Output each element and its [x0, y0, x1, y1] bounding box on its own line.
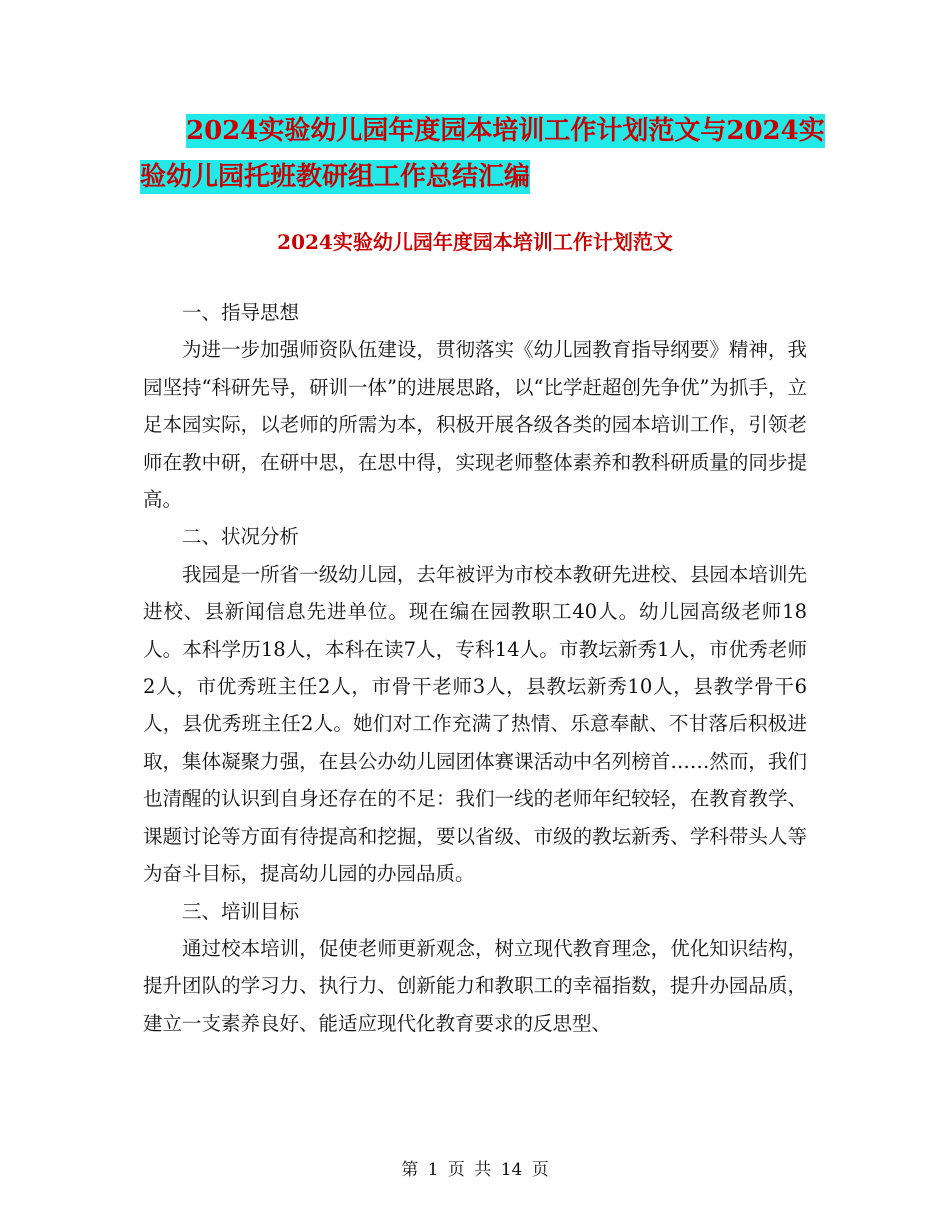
title-line-2: [140, 154, 830, 200]
paragraph: 通过校本培训，促使老师更新观念，树立现代教育理念，优化知识结构，提升团队的学习力、执行力、创新能力和教职工的幸福指数，提升办园品质，建立一支素养良好、能适应现代化教育要求的反思型、: [143, 936, 807, 1035]
paragraph: 为进一步加强师资队伍建设，贯彻落实《幼儿园教育指导纲要》精神，我园坚持“科研先导，研训一体”的进展思路，以“比学赶超创先争优”为抓手，立足本园实际，以老师的所需为本，积极开展各级各类的园本培训工作，引领老师在教中研，在研中思，在思中得，实现老师整体素养和教科研质量的同步提高。: [143, 338, 807, 512]
section-heading: 三、培训目标: [182, 899, 300, 923]
section-heading: 一、指导思想: [182, 301, 300, 324]
title-line-1: [140, 108, 830, 154]
document-body: [143, 294, 807, 1042]
title-line-2-text: 验幼儿园托班教研组工作总结汇编: [140, 162, 531, 192]
title-line-1-text: 2024实验幼儿园年度园本培训工作计划范文与2024实: [186, 116, 825, 146]
section-title: 2024实验幼儿园年度园本培训工作计划范文: [277, 230, 673, 254]
section-heading: 二、状况分析: [182, 525, 300, 549]
page-footer: 第 1 页 共 14 页: [401, 1160, 549, 1180]
document-title: [140, 108, 830, 200]
paragraph: 我园是一所省一级幼儿园，去年被评为市校本教研先进校、县园本培训先进校、县新闻信息先进单位。现在编在园教职工40人。幼儿园高级老师18人。本科学历18人，本科在读7人，专科14人。市教坛新秀1人，市优秀老师2人，市优秀班主任2人，市骨干老师3人，县教坛新秀10人，县教学骨干6人，县优秀班主任2人。她们对工作充满了热情、乐意奉献、不甘落后积极进取，集体凝聚力强，在县公办幼儿园团体赛课活动中名列榜首……然而，我们也清醒的认识到自身还存在的不足：我们一线的老师年纪较轻，在教育教学、课题讨论等方面有待提高和挖掘，要以省级、市级的教坛新秀、学科带头人等为奋斗目标，提高幼儿园的办园品质。: [143, 562, 807, 886]
